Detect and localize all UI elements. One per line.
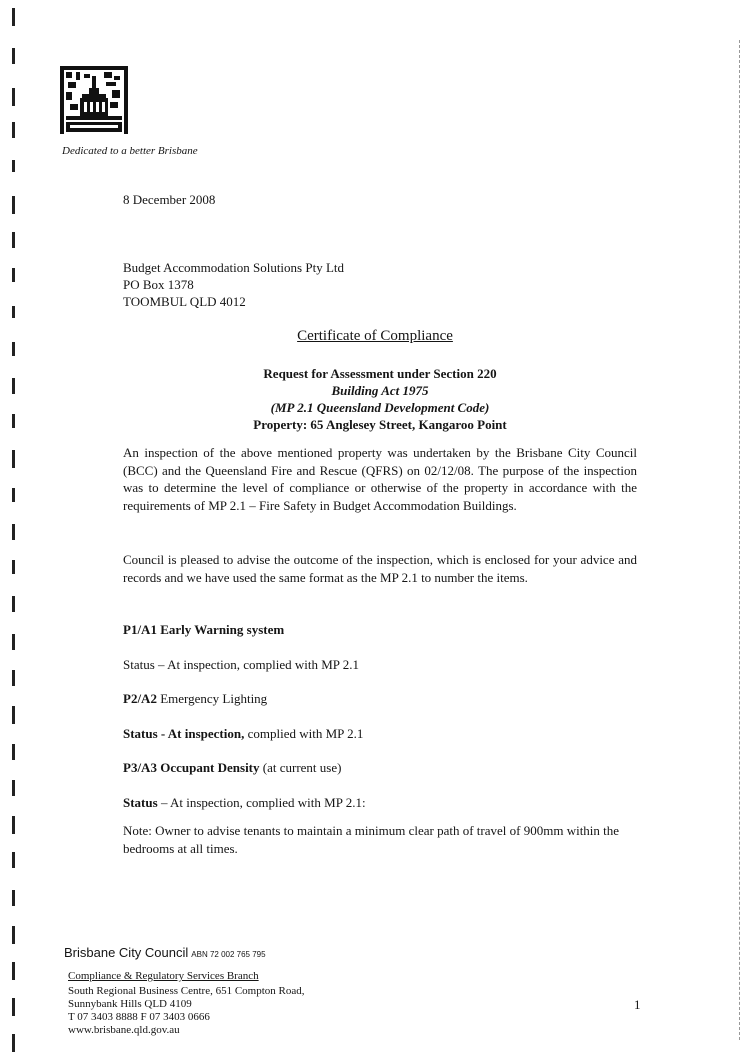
subheading-line-1: Request for Assessment under Section 220 [263,366,497,381]
item-title: Emergency Lighting [160,691,268,706]
footer-organisation [64,945,266,960]
item-status-p1 [123,657,359,673]
council-logo [60,66,128,134]
page-number: 1 [634,997,641,1012]
item-status-p3 [123,795,366,811]
property-address: Property: 65 Anglesey Street, Kangaroo Point [253,417,507,432]
subheading-line-3: (MP 2.1 Queensland Development Code) [270,400,490,415]
item-title: Occupant Density [160,760,260,775]
recipient-locality: TOOMBUL QLD 4012 [123,294,246,309]
item-code: P3/A3 [123,760,157,775]
city-hall-emblem-icon [60,66,128,134]
footer-phone: T 07 3403 8888 F 07 3403 0666 [68,1011,210,1023]
recipient-address [123,259,344,310]
footer-street: South Regional Business Centre, 651 Compton Road, [68,985,305,997]
item-code: P2/A2 [123,691,157,706]
status-label: Status [123,795,158,810]
footer-branch: Compliance & Regulatory Services Branch [68,970,259,982]
council-name: Brisbane City Council [64,945,189,960]
item-heading-p1 [123,622,284,638]
status-label: Status [123,657,155,672]
item-code: P1/A1 [123,622,157,637]
item-status-p2 [123,726,363,742]
scan-margin-marks [6,0,26,1061]
recipient-po-box: PO Box 1378 [123,277,194,292]
owner-note: Note: Owner to advise tenants to maintain a minimum clear path of travel of 900mm within the bedrooms at all times. [123,823,620,856]
certificate-title: Certificate of Compliance [297,328,453,344]
footer-suburb: Sunnybank Hills QLD 4109 [68,998,192,1010]
status-text: complied with MP 2.1 [247,726,364,741]
subheading-line-2: Building Act 1975 [331,383,429,398]
item-title: Early Warning system [160,622,285,637]
footer-website[interactable]: www.brisbane.qld.gov.au [68,1024,180,1036]
tagline: Dedicated to a better Brisbane [62,145,198,157]
outcome-paragraph: Council is pleased to advise the outcome of the inspection, which is enclosed for your advice and records and we have used the same format as the MP 2.1 to number the items. [123,552,637,585]
inspection-paragraph: An inspection of the above mentioned property was undertaken by the Brisbane City Council (BCC) and the Queensland Fire and Rescue (QFRS) on 02/12/08. The purpose of the inspection was to determine the level of compliance or otherwise of the property in accordance with the requirements of MP 2.1 – Fire Safety in Budget Accommodation Buildings. [123,445,637,513]
letter-date: 8 December 2008 [123,192,216,207]
council-abn: ABN 72 002 765 795 [191,950,266,959]
status-label: Status - At inspection, [123,726,245,741]
scan-right-edge [739,40,742,1040]
footer-contact [68,985,305,1037]
status-text: – At inspection, complied with MP 2.1 [158,657,360,672]
status-text: – At inspection, complied with MP 2.1: [160,795,366,810]
item-qualifier: (at current use) [262,760,342,775]
request-subheading [0,365,750,433]
item-heading-p2 [123,691,267,707]
item-heading-p3 [123,760,341,776]
recipient-name: Budget Accommodation Solutions Pty Ltd [123,260,344,275]
